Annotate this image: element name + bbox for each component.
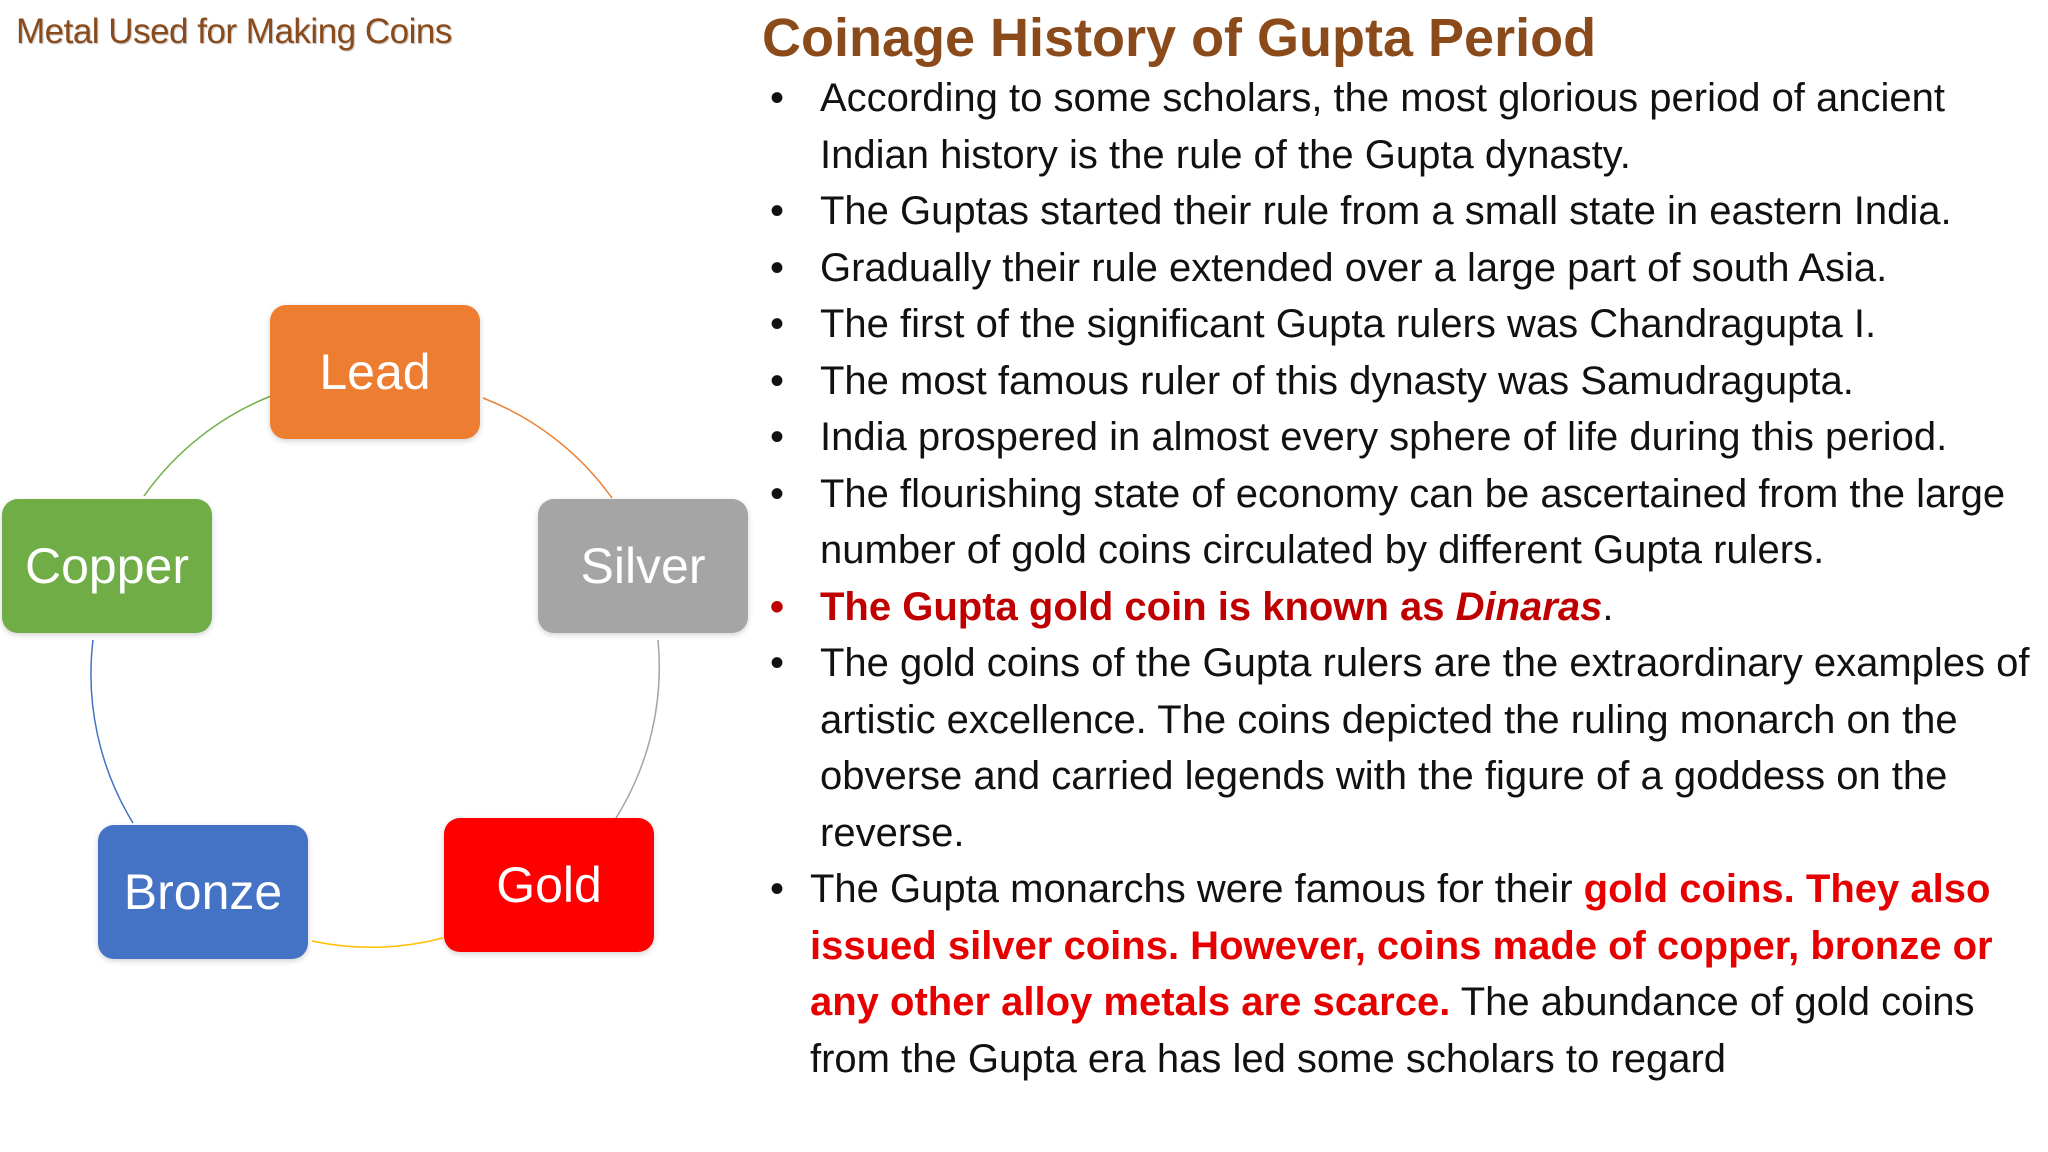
bullet-item: • The flourishing state of economy can be ascertained from the large number of gold coins circulated by different Gupta rulers.: [762, 466, 2042, 579]
monarchs-highlight: gold coins. They also issued silver coins. However, coins made of copper, bronze or any other alloy metals are scarce.: [810, 867, 1993, 1024]
node-gold-label: Gold: [496, 857, 602, 913]
bullet-item: • The first of the significant Gupta rulers was Chandragupta I.: [762, 296, 2042, 353]
content-panel: [762, 0, 2042, 1087]
node-bronze: [98, 825, 308, 959]
bullet-item: • Gradually their rule extended over a large part of south Asia.: [762, 240, 2042, 297]
bullet-item: • The most famous ruler of this dynasty was Samudragupta.: [762, 353, 2042, 410]
monarchs-text-start: The Gupta monarchs were famous for their: [810, 867, 1584, 911]
monarchs-text-end: The abundance of gold coins from the Gupta era has led some scholars to regard: [810, 980, 1975, 1081]
page-title: Coinage History of Gupta Period: [762, 8, 1597, 68]
diagram-title: Metal Used for Making Coins: [16, 12, 452, 51]
connector-bronze-copper: [91, 640, 133, 823]
node-silver: [538, 499, 748, 633]
connector-lead-silver: [483, 398, 612, 498]
node-lead: [270, 305, 480, 439]
connector-copper-lead: [144, 396, 271, 496]
dinaras-period: .: [1602, 584, 1614, 629]
dinaras-text: The Gupta gold coin is known as: [820, 584, 1456, 629]
node-copper: [2, 499, 212, 633]
node-gold: [444, 818, 654, 952]
bullet-list: [762, 70, 2042, 1087]
bullet-item: • India prospered in almost every sphere of life during this period.: [762, 409, 2042, 466]
bullet-item: • According to some scholars, the most glorious period of ancient Indian history is the rule of the Gupta dynasty.: [762, 70, 2042, 183]
connector-silver-gold: [616, 640, 659, 818]
node-silver-label: Silver: [580, 538, 706, 594]
connector-gold-bronze: [312, 938, 443, 947]
bullet-item: • The gold coins of the Gupta rulers are the extraordinary examples of artistic excellence. The coins depicted the ruling monarch on the obverse and carried legends with the figure of a goddess on the reverse.: [762, 635, 2042, 861]
dinaras-term: Dinaras: [1455, 584, 1603, 629]
node-lead-label: Lead: [319, 344, 431, 400]
node-copper-label: Copper: [25, 538, 189, 594]
bullet-item: • The Guptas started their rule from a small state in eastern India.: [762, 183, 2042, 240]
bullet-item-dinaras: [762, 579, 2042, 636]
node-bronze-label: Bronze: [123, 864, 283, 920]
bullet-item-monarchs: [762, 861, 2042, 1087]
